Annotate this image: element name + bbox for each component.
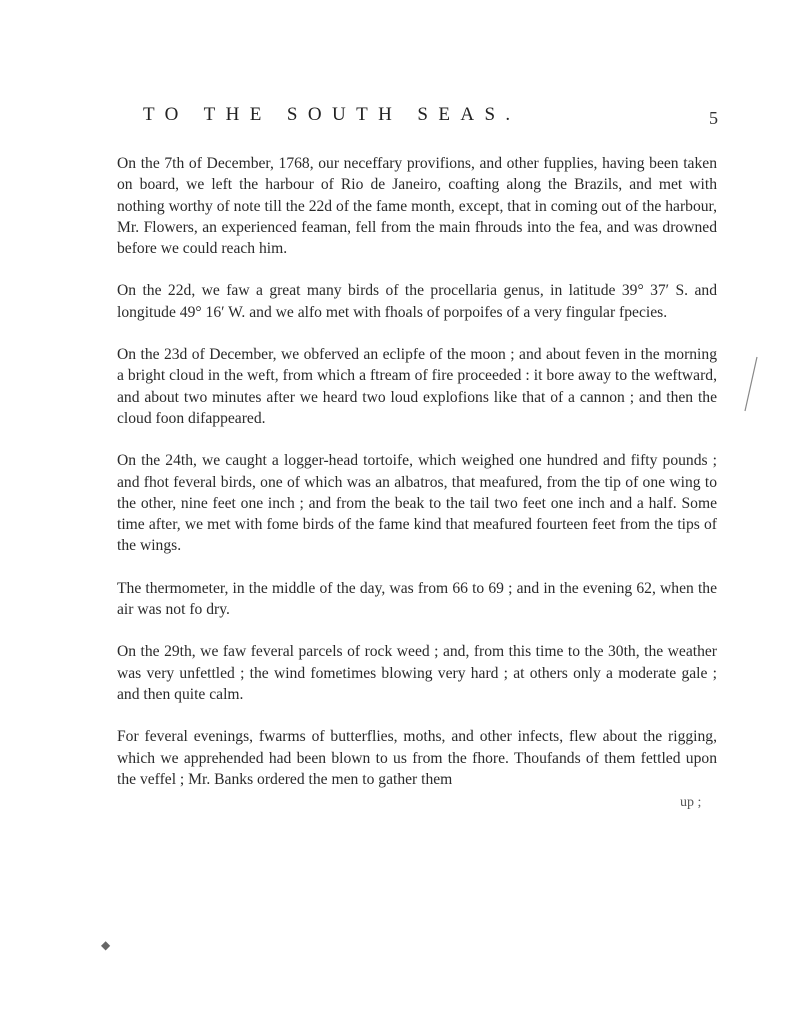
margin-pen-stroke-icon	[742, 355, 762, 415]
paragraph: The thermometer, in the middle of the day, was from 66 to 69 ; and in the evening 62, when the air was not fo dry.	[117, 579, 717, 619]
margin-speck-icon: ◆	[101, 938, 111, 952]
paragraph: On the 7th of December, 1768, our neceffary provifions, and other fupplies, having been taken on board, we left the harbour of Rio de Janeiro, coafting along the Brazils, and met with nothing worthy of note till the 22d of the fame month, except, that in coming out of the harbour, Mr. Flowers, an experienced feaman, fell from the main fhrouds into the fea, and was drowned before we could reach him.	[117, 155, 717, 258]
catchword: up ;	[680, 795, 702, 810]
running-title: TO THE SOUTH SEAS.	[143, 104, 521, 125]
paragraph: For feveral evenings, fwarms of butterflies, moths, and other infects, flew about the rigging, which we apprehended had been blown to us from the fhore. Thoufands of them fettled upon the veffel ; Mr. Banks ordered the men to gather them	[117, 728, 717, 788]
paragraph: On the 22d, we faw a great many birds of the procellaria genus, in latitude 39° 37′ S. and longitude 49° 16′ W. and we alfo met with fhoals of porpoifes of a very fingular fpecies.	[117, 282, 717, 321]
paragraph: On the 29th, we faw feveral parcels of rock weed ; and, from this time to the 30th, the weather was very unfettled ; the wind fometimes blowing very hard ; at others only a moderate gale ; and then quite calm.	[117, 643, 717, 703]
paragraph: On the 24th, we caught a logger-head tortoife, which weighed one hundred and fifty pounds ; and fhot feveral birds, one of which was an albatros, that meafured, from the tip of one wing to the other, nine feet one inch ; and from the beak to the tail two feet one inch and a half. Some time after, we met with fome birds of the fame kind that meafured fourteen feet from the tips of the wings.	[117, 452, 717, 555]
paragraph: On the 23d of December, we obferved an eclipfe of the moon ; and about feven in the morning a bright cloud in the weft, from which a ftream of fire proceeded : it bore away to the weftward, and about two minutes after we heard two loud explofions like that of a cannon ; and then the cloud foon difappeared.	[117, 346, 717, 427]
body-text	[117, 153, 717, 811]
page-number: 5	[709, 108, 718, 128]
